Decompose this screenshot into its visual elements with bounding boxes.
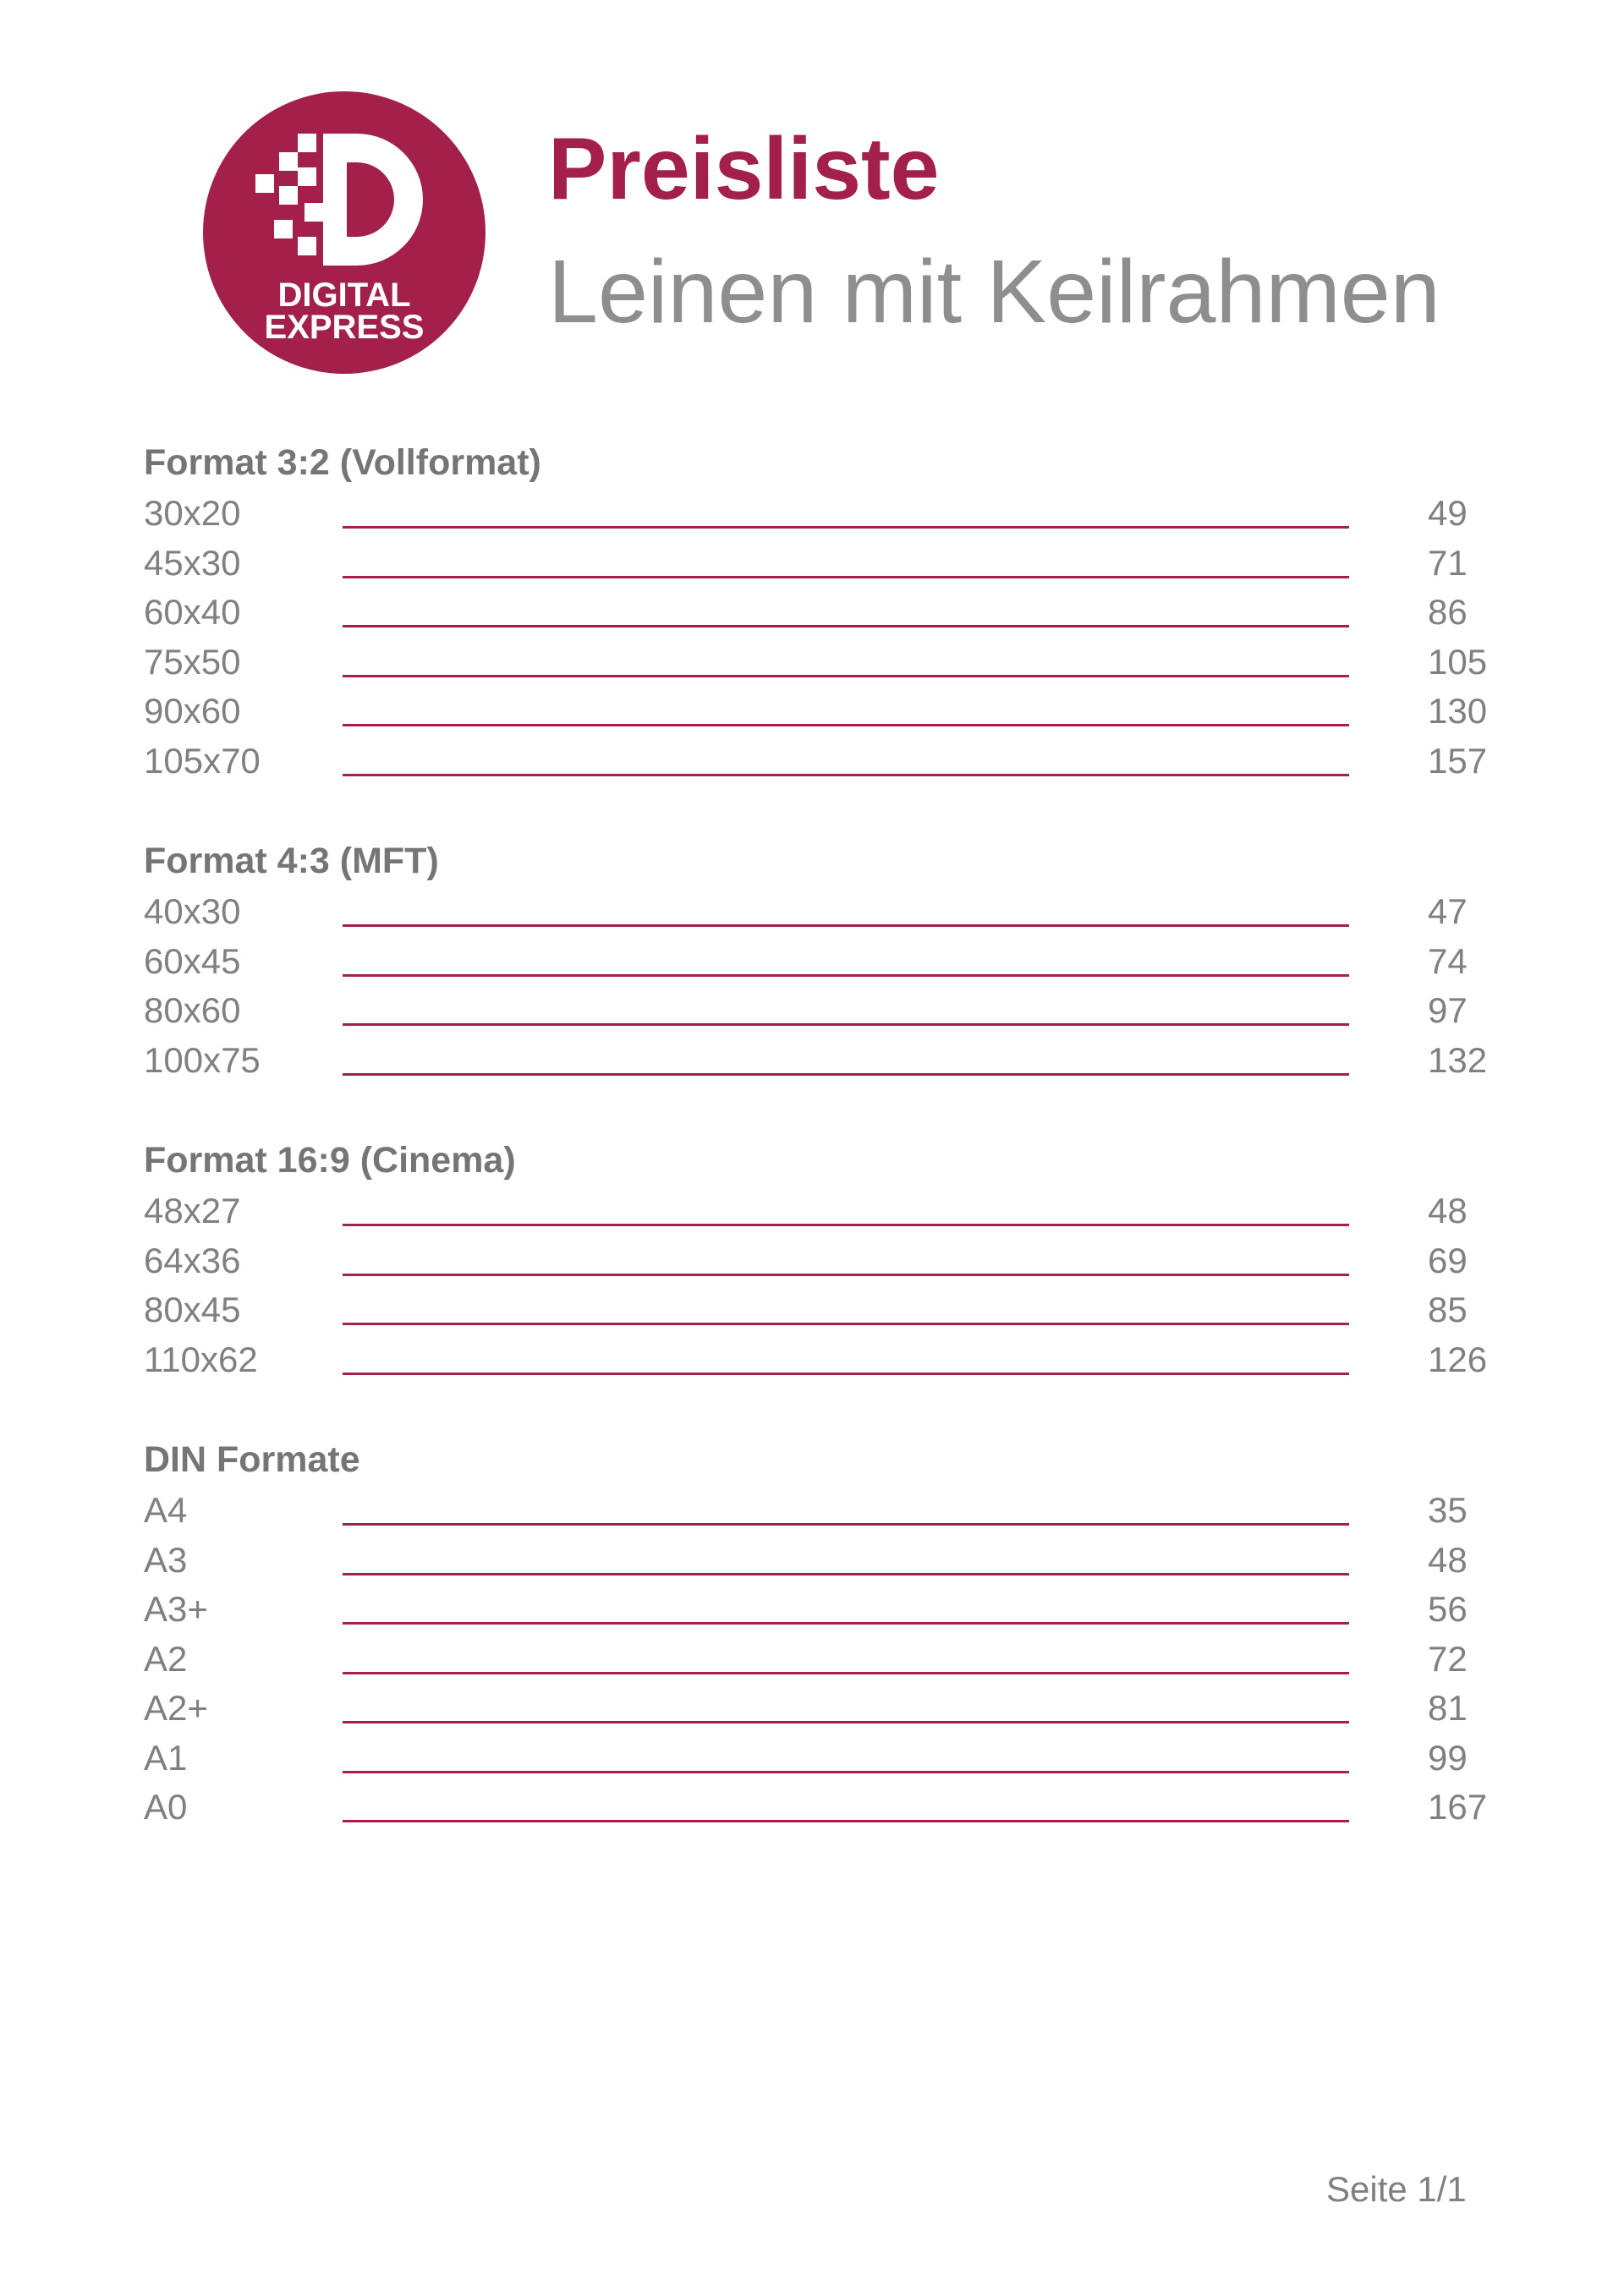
price-row bbox=[144, 887, 1497, 937]
price-value: 126 bbox=[1428, 1339, 1488, 1379]
price-row bbox=[144, 588, 1497, 638]
price-value: 81 bbox=[1428, 1688, 1468, 1728]
section-format-16-9 bbox=[144, 1134, 1497, 1384]
section-title: Format 3:2 (Vollformat) bbox=[144, 442, 541, 483]
price-row bbox=[144, 1486, 1497, 1536]
size-label: 60x40 bbox=[144, 592, 241, 632]
size-label: 45x30 bbox=[144, 542, 241, 583]
section-din-formate bbox=[144, 1433, 1497, 1833]
size-label: A3 bbox=[144, 1539, 188, 1580]
price-row bbox=[144, 638, 1497, 688]
price-row bbox=[144, 1684, 1497, 1734]
price-row bbox=[144, 937, 1497, 987]
price-value: 49 bbox=[1428, 493, 1468, 533]
size-label: 75x50 bbox=[144, 641, 241, 682]
size-label: A3+ bbox=[144, 1589, 208, 1629]
page-subtitle: Leinen mit Keilrahmen bbox=[548, 242, 1440, 342]
price-row bbox=[144, 1236, 1497, 1286]
digital-express-logo bbox=[203, 91, 486, 374]
leader-line bbox=[343, 774, 1349, 776]
size-label: A2 bbox=[144, 1638, 188, 1679]
size-label: 80x45 bbox=[144, 1290, 241, 1329]
page-title: Preisliste bbox=[548, 120, 940, 218]
leader-line bbox=[343, 1721, 1349, 1723]
price-value: 157 bbox=[1428, 740, 1488, 781]
price-row bbox=[144, 737, 1497, 786]
price-value: 48 bbox=[1428, 1191, 1468, 1230]
leader-line bbox=[343, 1274, 1349, 1276]
size-label: 105x70 bbox=[144, 740, 261, 781]
price-value: 97 bbox=[1428, 990, 1468, 1030]
price-value: 47 bbox=[1428, 891, 1468, 931]
size-label: 48x27 bbox=[144, 1191, 241, 1230]
price-value: 130 bbox=[1428, 691, 1488, 731]
price-value: 132 bbox=[1428, 1039, 1488, 1080]
price-value: 167 bbox=[1428, 1787, 1488, 1827]
price-row bbox=[144, 1186, 1497, 1236]
price-row bbox=[144, 1036, 1497, 1086]
page-number: Seite 1/1 bbox=[1326, 2169, 1467, 2209]
size-label: 60x45 bbox=[144, 940, 241, 981]
price-row bbox=[144, 986, 1497, 1036]
price-row bbox=[144, 1734, 1497, 1784]
price-value: 35 bbox=[1428, 1490, 1468, 1530]
size-label: 110x62 bbox=[144, 1339, 258, 1379]
leader-line bbox=[343, 1373, 1349, 1375]
price-row bbox=[144, 1285, 1497, 1335]
price-list bbox=[144, 436, 1497, 1882]
price-value: 74 bbox=[1428, 940, 1468, 981]
logo-line1: DIGITAL bbox=[277, 277, 411, 314]
price-value: 99 bbox=[1428, 1737, 1468, 1778]
leader-line bbox=[343, 1622, 1349, 1625]
header bbox=[0, 0, 1624, 389]
size-label: 100x75 bbox=[144, 1039, 261, 1080]
price-value: 69 bbox=[1428, 1240, 1468, 1280]
price-row bbox=[144, 489, 1497, 539]
leader-line bbox=[343, 675, 1349, 677]
size-label: 90x60 bbox=[144, 691, 241, 731]
leader-line bbox=[343, 1820, 1349, 1822]
leader-line bbox=[343, 724, 1349, 726]
price-value: 105 bbox=[1428, 641, 1488, 682]
leader-line bbox=[343, 625, 1349, 627]
size-label: A1 bbox=[144, 1737, 188, 1778]
price-row bbox=[144, 539, 1497, 589]
leader-line bbox=[343, 1573, 1349, 1575]
size-label: A2+ bbox=[144, 1688, 208, 1728]
price-row bbox=[144, 1335, 1497, 1385]
section-title: Format 16:9 (Cinema) bbox=[144, 1140, 516, 1181]
leader-line bbox=[343, 974, 1349, 977]
leader-line bbox=[343, 1771, 1349, 1773]
section-format-4-3 bbox=[144, 835, 1497, 1085]
price-row bbox=[144, 1585, 1497, 1635]
price-value: 85 bbox=[1428, 1290, 1468, 1329]
leader-line bbox=[343, 1023, 1349, 1026]
price-value: 56 bbox=[1428, 1589, 1468, 1629]
leader-line bbox=[343, 576, 1349, 578]
price-row bbox=[144, 1536, 1497, 1586]
price-value: 86 bbox=[1428, 592, 1468, 632]
price-row bbox=[144, 1783, 1497, 1833]
leader-line bbox=[343, 1224, 1349, 1226]
size-label: 80x60 bbox=[144, 990, 241, 1030]
section-title: DIN Formate bbox=[144, 1439, 360, 1480]
price-row bbox=[144, 687, 1497, 737]
price-value: 71 bbox=[1428, 542, 1468, 583]
leader-line bbox=[343, 526, 1349, 529]
leader-line bbox=[343, 1672, 1349, 1674]
section-title: Format 4:3 (MFT) bbox=[144, 841, 439, 881]
price-value: 48 bbox=[1428, 1539, 1468, 1580]
size-label: 30x20 bbox=[144, 493, 241, 533]
price-value: 72 bbox=[1428, 1638, 1468, 1679]
section-format-3-2 bbox=[144, 436, 1497, 786]
size-label: 64x36 bbox=[144, 1240, 241, 1280]
leader-line bbox=[343, 1323, 1349, 1325]
size-label: 40x30 bbox=[144, 891, 241, 931]
size-label: A0 bbox=[144, 1787, 188, 1827]
size-label: A4 bbox=[144, 1490, 188, 1530]
price-row bbox=[144, 1635, 1497, 1685]
leader-line bbox=[343, 1523, 1349, 1526]
leader-line bbox=[343, 924, 1349, 927]
leader-line bbox=[343, 1073, 1349, 1076]
logo-line2: EXPRESS bbox=[264, 309, 425, 346]
